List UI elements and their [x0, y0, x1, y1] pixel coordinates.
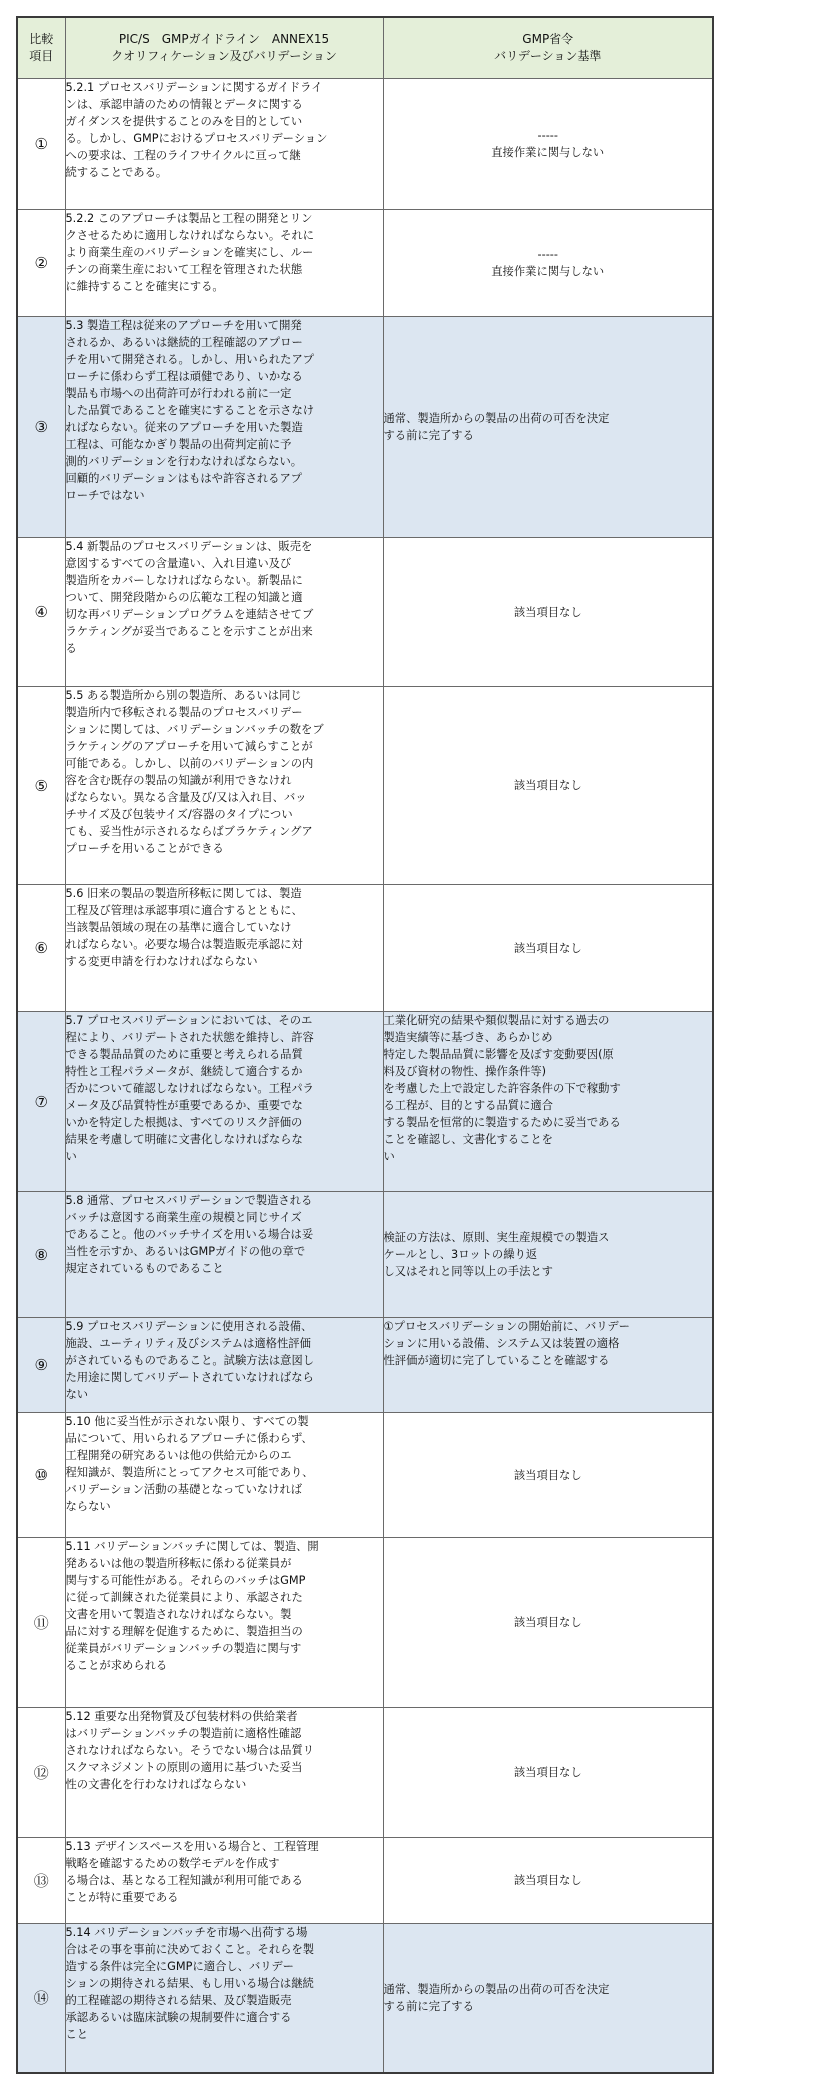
row-number: ⑪: [17, 1538, 65, 1708]
row-number: ②: [17, 210, 65, 317]
comparison-table-frame: [16, 16, 712, 2074]
guideline-cell: 5.13 デザインスペースを用いる場合と、工程管理 戦略を確認するための数学モデルを作成す る場合は、基となる工程知識が利用可能である ことが特に重要である: [65, 1838, 383, 1924]
table-row: [17, 1838, 713, 1924]
gmp-cell: 通常、製造所からの製品の出荷の可否を決定 する前に完了する: [383, 317, 713, 538]
gmp-cell: ----- 直接作業に関与しない: [383, 210, 713, 317]
row-number: ①: [17, 79, 65, 210]
gmp-cell: 通常、製造所からの製品の出荷の可否を決定 する前に完了する: [383, 1924, 713, 2073]
gmp-cell: ①プロセスバリデーションの開始前に、バリデー ションに用いる設備、システム又は装置の適格 性評価が適切に完了していることを確認する: [383, 1318, 713, 1413]
table-row: [17, 538, 713, 687]
gmp-cell: ----- 直接作業に関与しない: [383, 79, 713, 210]
gmp-cell: 該当項目なし: [383, 1413, 713, 1538]
comparison-table: [16, 16, 714, 2074]
table-row: [17, 687, 713, 885]
table-row: [17, 79, 713, 210]
guideline-cell: 5.4 新製品のプロセスバリデーションは、販売を 意図するすべての含量違い、入れ目違い及び 製造所をカバーしなければならない。新製品に ついて、開発段階からの広範な工程の知識と適 切な再バリデーションプログラムを連結させてブ ラケティングが妥当であることを示すことが出来 る: [65, 538, 383, 687]
row-number: ⑦: [17, 1012, 65, 1192]
guideline-cell: 5.11 バリデーションバッチに関しては、製造、開 発あるいは他の製造所移転に係わる従業員が 関与する可能性がある。それらのバッチはGMP に従って訓練された従業員により、承認された 文書を用いて製造されなければならない。製 品に対する理解を促進するために、製造担当の 従業員がバリデーションバッチの製造に関与す ることが求められる: [65, 1538, 383, 1708]
row-number: ⑭: [17, 1924, 65, 2073]
guideline-cell: 5.2.1 プロセスバリデーションに関するガイドライ ンは、承認申請のための情報とデータに関する ガイダンスを提供することのみを目的としてい る。しかし、GMPにおけるプロセスバリデーション への要求は、工程のライフサイクルに亘って継 続することである。: [65, 79, 383, 210]
row-number: ⑩: [17, 1413, 65, 1538]
row-number: ⑤: [17, 687, 65, 885]
table-row: [17, 1538, 713, 1708]
row-number: ⑧: [17, 1192, 65, 1318]
gmp-cell: 該当項目なし: [383, 687, 713, 885]
guideline-cell: 5.8 通常、プロセスバリデーションで製造される バッチは意図する商業生産の規模と同じサイズ であること。他のバッチサイズを用いる場合は妥 当性を示すか、あるいはGMPガイドの他の章で 規定されているものであること: [65, 1192, 383, 1318]
guideline-cell: 5.10 他に妥当性が示されない限り、すべての製 品について、用いられるアプローチに係わらず、 工程開発の研究あるいは他の供給元からのエ 程知識が、製造所にとってアクセス可能であり、 バリデーション活動の基礎となっていなければ ならない: [65, 1413, 383, 1538]
header-pics-guideline: PIC/S GMPガイドライン ANNEX15 クオリフィケーション及びバリデーション: [65, 17, 383, 79]
row-number: ⑫: [17, 1708, 65, 1838]
guideline-cell: 5.6 旧来の製品の製造所移転に関しては、製造 工程及び管理は承認事項に適合するとともに、 当該製品領域の現在の基準に適合していなけ ればならない。必要な場合は製造販売承認に対 する変更申請を行わなければならない: [65, 885, 383, 1012]
gmp-cell: 検証の方法は、原則、実生産規模での製造ス ケールとし、3ロットの繰り返 し又はそれと同等以上の手法とす: [383, 1192, 713, 1318]
table-row: [17, 1708, 713, 1838]
row-number: ③: [17, 317, 65, 538]
row-number: ⑥: [17, 885, 65, 1012]
table-row: [17, 1413, 713, 1538]
header-gmp-ordinance: GMP省令 バリデーション基準: [383, 17, 713, 79]
guideline-cell: 5.9 プロセスバリデーションに使用される設備、 施設、ユーティリティ及びシステムは適格性評価 がされているものであること。試験方法は意図し た用途に関してバリデートされていなければなら ない: [65, 1318, 383, 1413]
row-number: ④: [17, 538, 65, 687]
guideline-cell: 5.3 製造工程は従来のアプローチを用いて開発 されるか、あるいは継続的工程確認のアプロー チを用いて開発される。しかし、用いられたアプ ローチに係わらず工程は頑健であり、いかなる 製品も市場への出荷許可が行われる前に一定 した品質であることを確実にすることを示さなけ ればならない。従来のアプローチを用いた製造 工程は、可能なかぎり製品の出荷判定前に予 測的バリデーションを行わなければならない。 回顧的バリデーションはもはや許容されるアプ ローチではない: [65, 317, 383, 538]
guideline-cell: 5.12 重要な出発物質及び包装材料の供給業者 はバリデーションバッチの製造前に適格性確認 されなければならない。そうでない場合は品質リ スクマネジメントの原則の適用に基づいた妥当 性の文書化を行わなければならない: [65, 1708, 383, 1838]
gmp-cell: 工業化研究の結果や類似製品に対する過去の 製造実績等に基づき、あらかじめ 特定した製品品質に影響を及ぼす変動要因(原 料及び資材の物性、操作条件等) を考慮した上で設定した許容条件の下で稼動す る工程が、目的とする品質に適合 する製品を恒常的に製造するために妥当である ことを確認し、文書化することを い: [383, 1012, 713, 1192]
table-row: [17, 885, 713, 1012]
guideline-cell: 5.7 プロセスバリデーションにおいては、そのエ 程により、バリデートされた状態を維持し、許容 できる製品品質のために重要と考えられる品質 特性と工程パラメータが、継続して適合するか 否かについて確認しなければならない。工程パラ メータ及び品質特性が重要であるか、重要でな いかを特定した根拠は、すべてのリスク評価の 結果を考慮して明確に文書化しなければならな い: [65, 1012, 383, 1192]
table-row: [17, 1012, 713, 1192]
row-number: ⑬: [17, 1838, 65, 1924]
row-number: ⑨: [17, 1318, 65, 1413]
table-row: [17, 317, 713, 538]
guideline-cell: 5.5 ある製造所から別の製造所、あるいは同じ 製造所内で移転される製品のプロセスバリデー ションに関しては、バリデーションバッチの数をブ ラケティングのアプローチを用いて減らすことが 可能である。しかし、以前のバリデーションの内 容を含む既存の製品の知識が利用できなけれ ばならない。異なる含量及び/又は入れ目、バッ チサイズ及び包装サイズ/容器のタイプについ ても、妥当性が示されるならばブラケティングア プローチを用いることができる: [65, 687, 383, 885]
guideline-cell: 5.14 バリデーションバッチを市場へ出荷する場 合はその事を事前に決めておくこと。それらを製 造する条件は完全にGMPに適合し、バリデー ションの期待される結果、もし用いる場合は継続 的工程確認の期待される結果、及び製造販売 承認あるいは臨床試験の規制要件に適合する こと: [65, 1924, 383, 2073]
gmp-cell: 該当項目なし: [383, 538, 713, 687]
header-row: [17, 17, 713, 79]
gmp-cell: 該当項目なし: [383, 1538, 713, 1708]
table-row: [17, 1192, 713, 1318]
header-comparison-item: 比較 項目: [17, 17, 65, 79]
guideline-cell: 5.2.2 このアプローチは製品と工程の開発とリン クさせるために適用しなければならない。それに より商業生産のバリデーションを確実にし、ルー チンの商業生産において工程を管理された状態 に維持することを確実にする。: [65, 210, 383, 317]
table-row: [17, 1318, 713, 1413]
gmp-cell: 該当項目なし: [383, 1838, 713, 1924]
table-row: [17, 1924, 713, 2073]
gmp-cell: 該当項目なし: [383, 885, 713, 1012]
gmp-cell: 該当項目なし: [383, 1708, 713, 1838]
table-row: [17, 210, 713, 317]
